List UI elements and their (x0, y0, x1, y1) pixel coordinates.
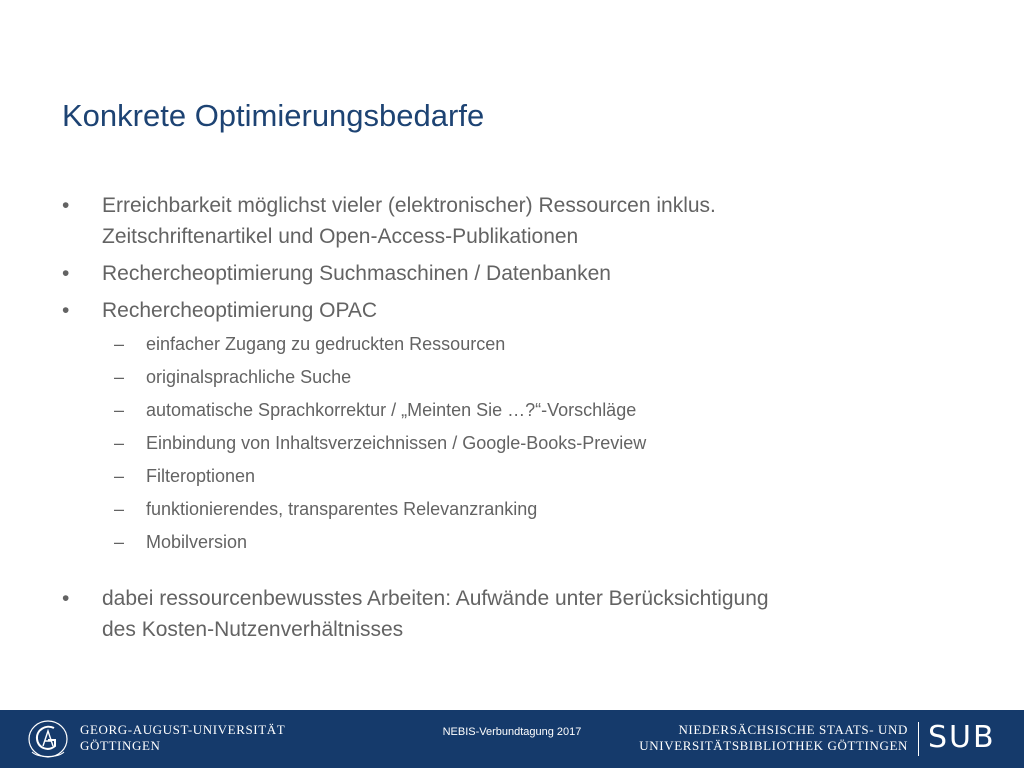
bullet-marker: • (62, 587, 70, 610)
footer-bar (0, 710, 1024, 768)
bullet-marker: • (62, 262, 70, 285)
sub-bullet-text: originalsprachliche Suche (146, 367, 352, 387)
bullet-text-line: Rechercheoptimierung OPAC (102, 299, 378, 322)
sub-bullet-item (62, 361, 962, 394)
university-name-line: GÖTTINGEN (80, 738, 161, 753)
slide-title: Konkrete Optimierungsbedarfe (62, 98, 485, 133)
bullet-text-line: Rechercheoptimierung Suchmaschinen / Datenbanken (102, 262, 611, 285)
library-name-line: UNIVERSITÄTSBIBLIOTHEK GÖTTINGEN (639, 738, 908, 753)
event-name: NEBIS-Verbundtagung 2017 (442, 726, 582, 738)
sub-bullet-item (62, 493, 962, 526)
sub-bullet-item (62, 328, 962, 361)
sub-bullet-text: Mobilversion (146, 532, 248, 552)
bullet-marker: • (62, 299, 70, 322)
dash-marker: – (114, 433, 125, 453)
bullet-item (62, 190, 962, 252)
bullet-item (62, 583, 962, 645)
sub-bullet-text: einfacher Zugang zu gedruckten Ressourcen (146, 334, 506, 354)
bullet-marker: • (62, 194, 70, 217)
dash-marker: – (114, 367, 125, 387)
bullet-list (62, 190, 962, 645)
sub-bullet-item (62, 460, 962, 493)
dash-marker: – (114, 532, 125, 552)
sub-bullet-item (62, 394, 962, 427)
library-name (639, 722, 908, 754)
sub-bullet-text: automatische Sprachkorrektur / „Meinten Sie …?“-Vorschläge (146, 400, 637, 420)
bullet-text-line: dabei ressourcenbewusstes Arbeiten: Aufwände unter Berücksichtigung (102, 587, 769, 610)
sub-bullet-text: funktionierendes, transparentes Relevanzranking (146, 499, 538, 519)
bullet-item (62, 258, 962, 289)
dash-marker: – (114, 499, 125, 519)
bullet-text-line: des Kosten-Nutzenverhältnisses (102, 618, 404, 641)
university-seal-icon (24, 716, 72, 762)
bullet-text-line: Erreichbarkeit möglichst vieler (elektronischer) Ressourcen inklus. (102, 194, 716, 217)
university-name-line: GEORG-AUGUST-UNIVERSITÄT (80, 722, 286, 737)
bullet-item (62, 295, 962, 326)
dash-marker: – (114, 400, 125, 420)
bullet-text-line: Zeitschriftenartikel und Open-Access-Publikationen (102, 225, 579, 248)
sub-logo: SUB (928, 720, 996, 755)
footer-divider (918, 722, 919, 756)
sub-bullet-text: Einbindung von Inhaltsverzeichnissen / Google-Books-Preview (146, 433, 647, 453)
sub-bullet-item (62, 526, 962, 559)
sub-bullet-item (62, 427, 962, 460)
sub-bullet-text: Filteroptionen (146, 466, 256, 486)
opac-sublist (62, 328, 962, 559)
dash-marker: – (114, 466, 125, 486)
dash-marker: – (114, 334, 125, 354)
library-name-line: NIEDERSÄCHSISCHE STAATS- UND (678, 722, 908, 737)
